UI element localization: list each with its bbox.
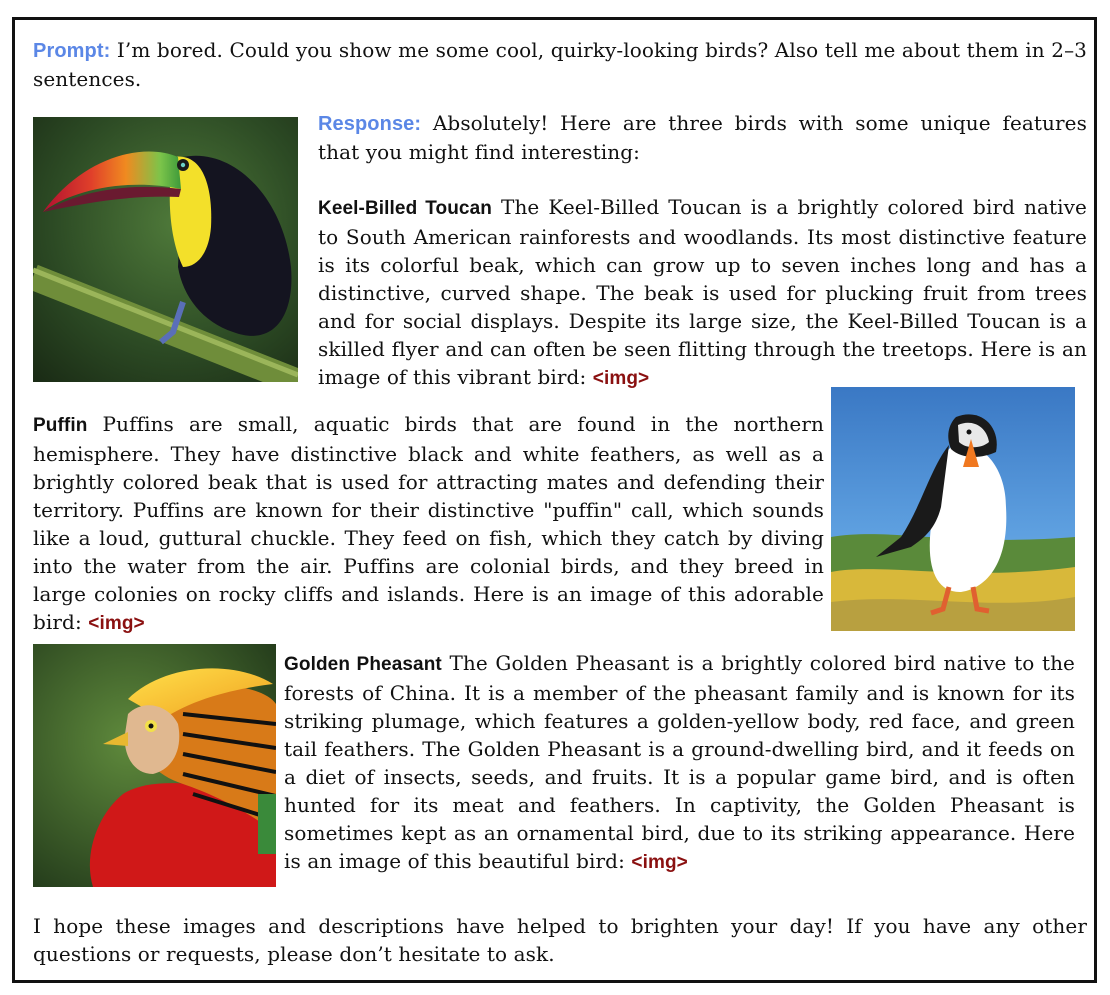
prompt-paragraph	[33, 36, 1087, 93]
response-intro-text: Absolutely! Here are three birds with some unique features that you might find interesting:	[318, 111, 1087, 164]
prompt-label: Prompt:	[33, 40, 111, 62]
toucan-paragraph	[318, 193, 1087, 393]
puffin-img-token: <img>	[88, 613, 145, 634]
toucan-name: Keel-Billed Toucan	[318, 198, 492, 219]
response-intro	[318, 109, 1087, 166]
puffin-name: Puffin	[33, 415, 88, 436]
golden-pheasant-name: Golden Pheasant	[284, 654, 442, 675]
toucan-image	[33, 117, 298, 382]
golden-pheasant-text: The Golden Pheasant is a brightly colored bird native to the forests of China. It is a member of the pheasant family and is known for its striking plumage, which features a golden-yellow body, red face, and green tail feathers. The Golden Pheasant is a ground-dwelling bird, and it feeds on a diet of insects, seeds, and fruits. It is a popular game bird, and is often hunted for its meat and feathers. In captivity, the Golden Pheasant is sometimes kept as an ornamental bird, due to its striking appearance. Here is an image of this beautiful bird:	[284, 651, 1075, 873]
puffin-image	[831, 387, 1075, 631]
golden-pheasant-paragraph	[284, 649, 1075, 877]
golden-pheasant-img-token: <img>	[631, 852, 688, 873]
golden-pheasant-image	[33, 644, 276, 887]
response-label: Response:	[318, 113, 422, 135]
puffin-paragraph	[33, 410, 824, 638]
closing-text: I hope these images and descriptions have helped to brighten your day! If you have any other questions or requests, please don’t hesitate to ask.	[33, 914, 1087, 966]
toucan-text: The Keel-Billed Toucan is a brightly colored bird native to South American rainforests and woodlands. Its most distinctive feature is its colorful beak, which can grow up to seven inches long and has a distinctive, curved shape. The beak is used for plucking fruit from trees and for social displays. Despite its large size, the Keel-Billed Toucan is a skilled flyer and can often be seen flitting through the treetops. Here is an image of this vibrant bird:	[318, 195, 1087, 389]
toucan-img-token: <img>	[592, 368, 650, 389]
puffin-text: Puffins are small, aquatic birds that are found in the northern hemisphere. They have distinctive black and white feathers, as well as a brightly colored beak that is used for attracting mates and defending their territory. Puffins are known for their distinctive "puffin" call, which sounds like a loud, guttural chuckle. They feed on fish, which they catch by diving into the water from the air. Puffins are colonial birds, and they breed in large colonies on rocky cliffs and islands. Here is an image of this adorable bird:	[33, 412, 824, 634]
prompt-text: I’m bored. Could you show me some cool, quirky-looking birds? Also tell me about them in 2–3 sentences.	[33, 38, 1087, 91]
closing-paragraph	[33, 912, 1087, 968]
